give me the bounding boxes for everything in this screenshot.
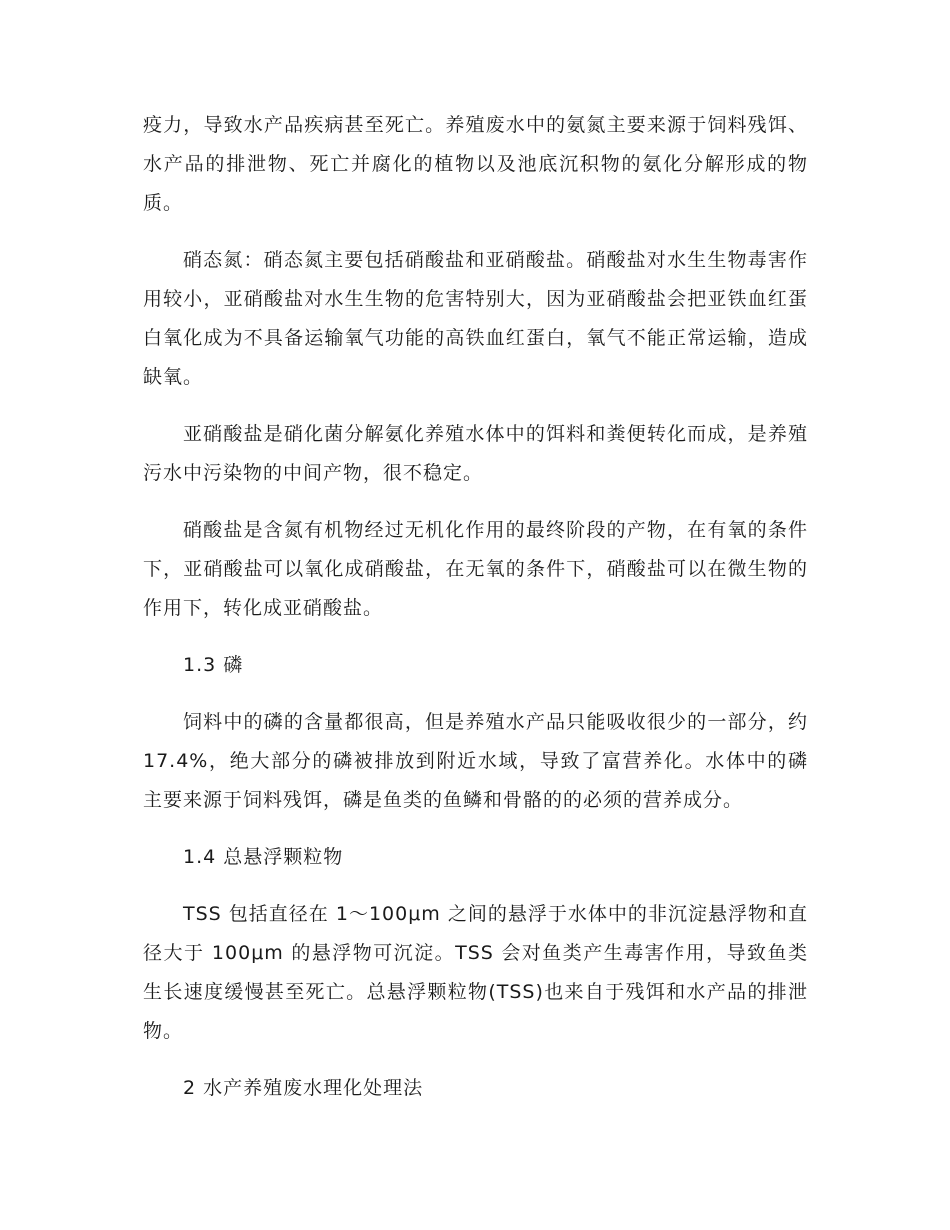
section-heading-physicochemical-treatment: 2 水产养殖废水理化处理法 bbox=[183, 1077, 424, 1099]
paragraph-nitrate-nitrogen: 硝态氮：硝态氮主要包括硝酸盐和亚硝酸盐。硝酸盐对水生生物毒害作用较小，亚硝酸盐对水生生物的危害特别大，因为亚硝酸盐会把亚铁血红蛋白氧化成为不具备运输氧气功能的高铁血红蛋白，氧气不能正常运输，造成缺氧。 bbox=[143, 249, 808, 388]
paragraph-phosphorus: 饲料中的磷的含量都很高，但是养殖水产品只能吸收很少的一部分，约 17.4%，绝大部分的磷被排放到附近水域，导致了富营养化。水体中的磷主要来源于饲料残饵，磷是鱼类的鱼鳞和骨骼的的必须的营养成分。 bbox=[143, 711, 808, 811]
document-body bbox=[143, 106, 808, 1126]
paragraph-nitrate: 硝酸盐是含氮有机物经过无机化作用的最终阶段的产物，在有氧的条件下，亚硝酸盐可以氧化成硝酸盐，在无氧的条件下，硝酸盐可以在微生物的作用下，转化成亚硝酸盐。 bbox=[143, 519, 808, 619]
section-heading-tss: 1.4 总悬浮颗粒物 bbox=[183, 846, 344, 868]
paragraph-tss: TSS 包括直径在 1～100μm 之间的悬浮于水体中的非沉淀悬浮物和直径大于 100μm 的悬浮物可沉淀。TSS 会对鱼类产生毒害作用，导致鱼类生长速度缓慢甚至死亡。总悬浮颗粒物(TSS)也来自于残饵和水产品的排泄物。 bbox=[143, 903, 808, 1042]
paragraph-nitrite: 亚硝酸盐是硝化菌分解氨化养殖水体中的饵料和粪便转化而成，是养殖污水中污染物的中间产物，很不稳定。 bbox=[143, 423, 808, 484]
paragraph-ammonia-continuation: 疫力，导致水产品疾病甚至死亡。养殖废水中的氨氮主要来源于饲料残饵、水产品的排泄物、死亡并腐化的植物以及池底沉积物的氨化分解形成的物质。 bbox=[143, 114, 808, 214]
section-heading-phosphorus: 1.3 磷 bbox=[183, 654, 244, 676]
